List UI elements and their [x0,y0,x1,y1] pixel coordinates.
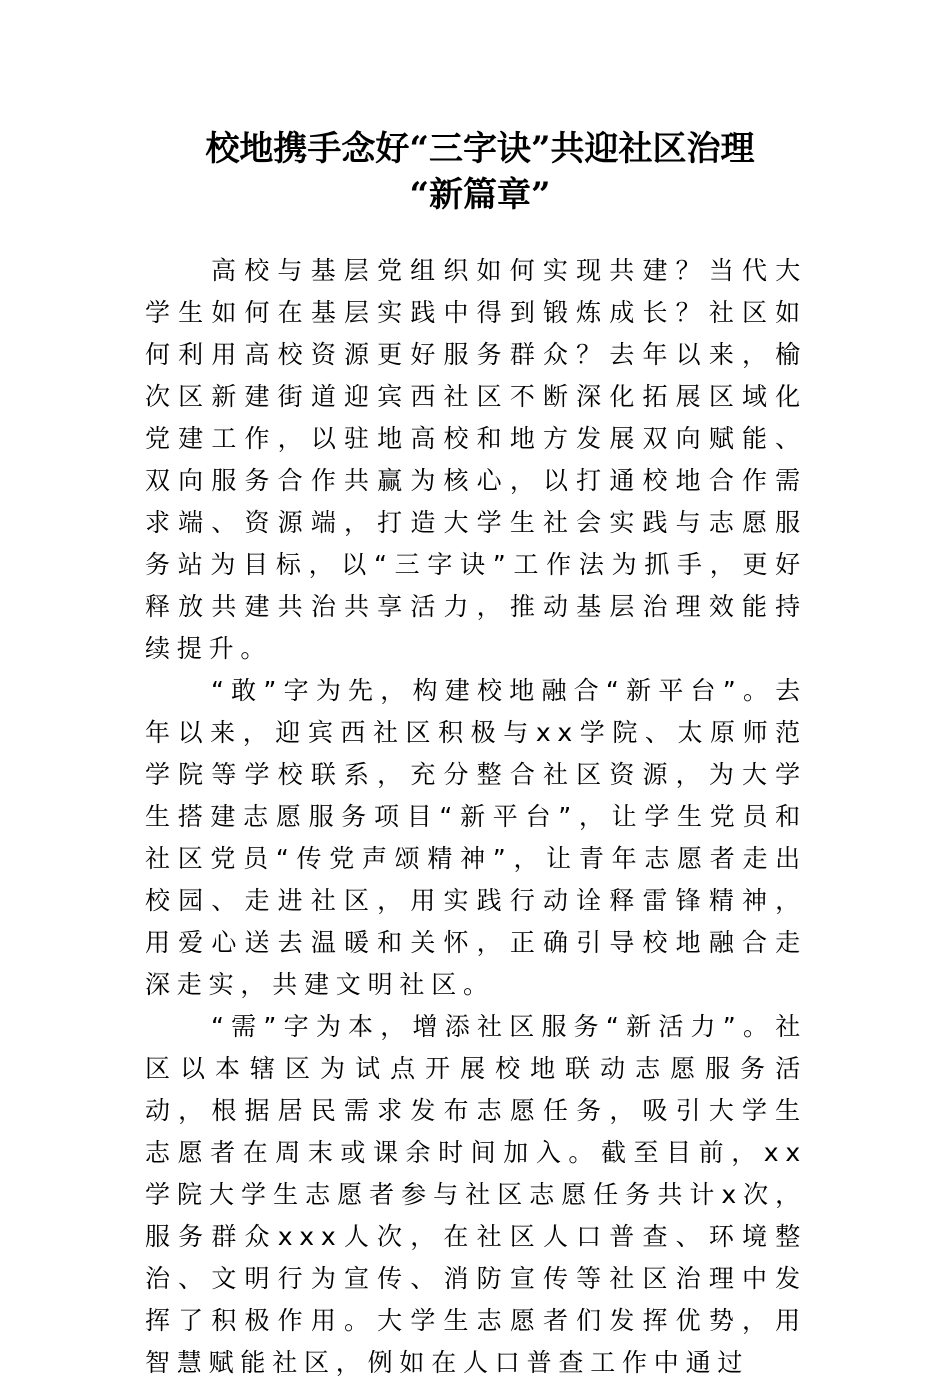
title-line-2: “新篇章” [409,175,551,215]
paragraph-intro: 高校与基层党组织如何实现共建？当代大学生如何在基层实践中得到锻炼成长？社区如何利用高校资源更好服务群众？去年以来，榆次区新建街道迎宾西社区不断深化拓展区域化党建工作，以驻地高校和地方发展双向赋能、双向服务合作共赢为核心，以打通校地合作需求端、资源端，打造大学生社会实践与志愿服务站为目标，以“三字诀”工作法为抓手，更好释放共建共治共享活力，推动基层治理效能持续提升。 [145,256,807,663]
document-title [140,126,820,218]
paragraph-gan-platform: “敢”字为先，构建校地融合“新平台”。去年以来，迎宾西社区积极与xx学院、太原师范学院等学校联系，充分整合社区资源，为大学生搭建志愿服务项目“新平台”，让学生党员和社区党员“传党声颂精神”，让青年志愿者走出校园、走进社区，用实践行动诠释雷锋精神，用爱心送去温暖和关怀，正确引导校地融合走深走实，共建文明社区。 [145,676,807,999]
title-line-1: 校地携手念好“三字诀”共迎社区治理 [205,129,755,169]
document-body [145,250,807,1384]
paragraph-xu-vitality: “需”字为本，增添社区服务“新活力”。社区以本辖区为试点开展校地联动志愿服务活动，根据居民需求发布志愿任务，吸引大学生志愿者在周末或课余时间加入。截至目前，xx学院大学生志愿者参与社区志愿任务共计x次，服务群众xxx人次，在社区人口普查、环境整治、文明行为宣传、消防宣传等社区治理中发挥了积极作用。大学生志愿者们发挥优势，用智慧赋能社区，例如在人口普查工作中通过 [145,1012,807,1377]
